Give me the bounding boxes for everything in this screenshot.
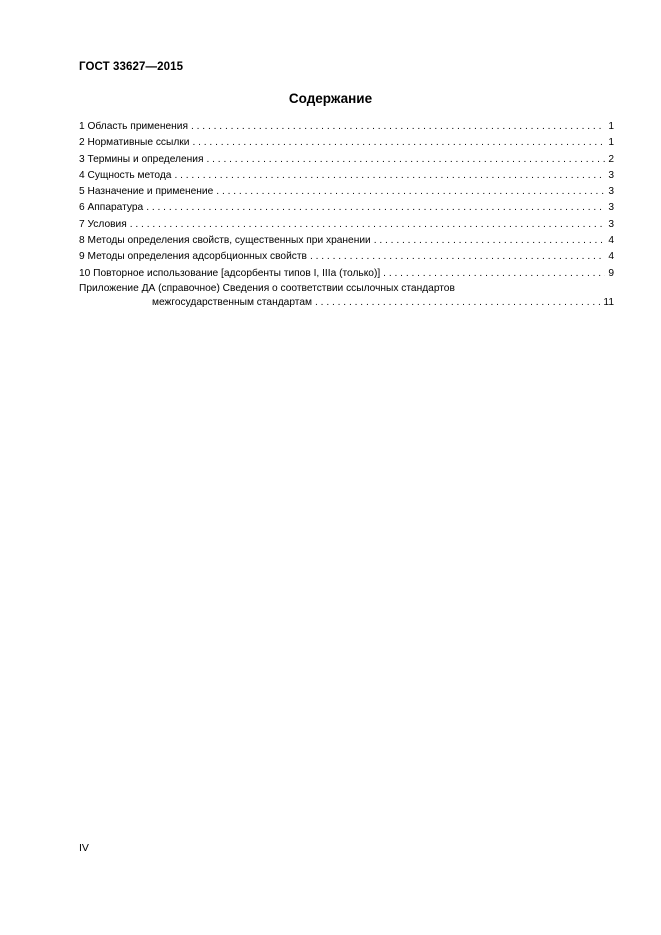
toc-entry-3[interactable] [79, 152, 614, 168]
toc-entry-label: 3 Термины и определения [79, 153, 204, 165]
toc-entry-page: 3 [608, 218, 614, 230]
toc-dot-leader [216, 184, 605, 200]
standard-code: ГОСТ 33627—2015 [79, 61, 184, 73]
table-of-contents [79, 119, 614, 310]
toc-entry-10[interactable] [79, 266, 614, 282]
toc-dot-leader [206, 152, 605, 168]
toc-entry-page: 3 [608, 169, 614, 181]
toc-entry-page: 1 [608, 137, 614, 149]
toc-dot-leader [192, 135, 605, 151]
toc-entry-label: 10 Повторное использование [адсорбенты типов I, IIIa (только)] [79, 267, 381, 279]
toc-entry-appendix[interactable] [79, 282, 614, 310]
toc-dot-leader [146, 200, 605, 216]
toc-entry-label: 2 Нормативные ссылки [79, 137, 190, 149]
toc-appendix-continuation [79, 296, 614, 310]
toc-entry-label: 8 Методы определения свойств, существенных при хранении [79, 235, 371, 247]
toc-entry-label: 6 Аппаратура [79, 202, 144, 214]
page-number: IV [79, 842, 89, 854]
toc-title: Содержание [288, 91, 373, 106]
toc-entry-label: 9 Методы определения адсорбционных свойств [79, 251, 307, 263]
toc-dot-leader [310, 249, 605, 265]
toc-entry-page: 4 [608, 251, 614, 263]
toc-entry-1[interactable] [79, 119, 614, 135]
toc-entry-7[interactable] [79, 217, 614, 233]
toc-entry-6[interactable] [79, 200, 614, 216]
toc-entry-9[interactable] [79, 249, 614, 265]
toc-entry-page: 2 [608, 153, 614, 165]
toc-appendix-title: Приложение ДА (справочное) Сведения о соответствии ссылочных стандартов [79, 282, 455, 294]
toc-entry-label: 5 Назначение и применение [79, 186, 214, 198]
toc-entry-page: 4 [608, 235, 614, 247]
toc-entry-4[interactable] [79, 168, 614, 184]
toc-dot-leader [174, 168, 605, 184]
toc-entry-label: 1 Область применения [79, 121, 188, 132]
toc-dot-leader [130, 217, 606, 233]
toc-entry-5[interactable] [79, 184, 614, 200]
toc-entry-8[interactable] [79, 233, 614, 249]
toc-entry-label: 7 Условия [79, 218, 127, 230]
toc-entry-2[interactable] [79, 135, 614, 151]
toc-entry-label: 4 Сущность метода [79, 169, 172, 181]
toc-appendix-label: межгосударственным стандартам [152, 296, 312, 308]
toc-entry-page: 3 [608, 186, 614, 198]
toc-dot-leader [315, 296, 600, 310]
toc-entry-page: 3 [608, 202, 614, 214]
toc-dot-leader [374, 233, 606, 249]
toc-entry-page: 11 [603, 296, 614, 308]
toc-entry-page: 1 [608, 121, 614, 132]
toc-dot-leader [383, 266, 605, 282]
toc-dot-leader [191, 119, 605, 135]
toc-entry-page: 9 [608, 267, 614, 279]
